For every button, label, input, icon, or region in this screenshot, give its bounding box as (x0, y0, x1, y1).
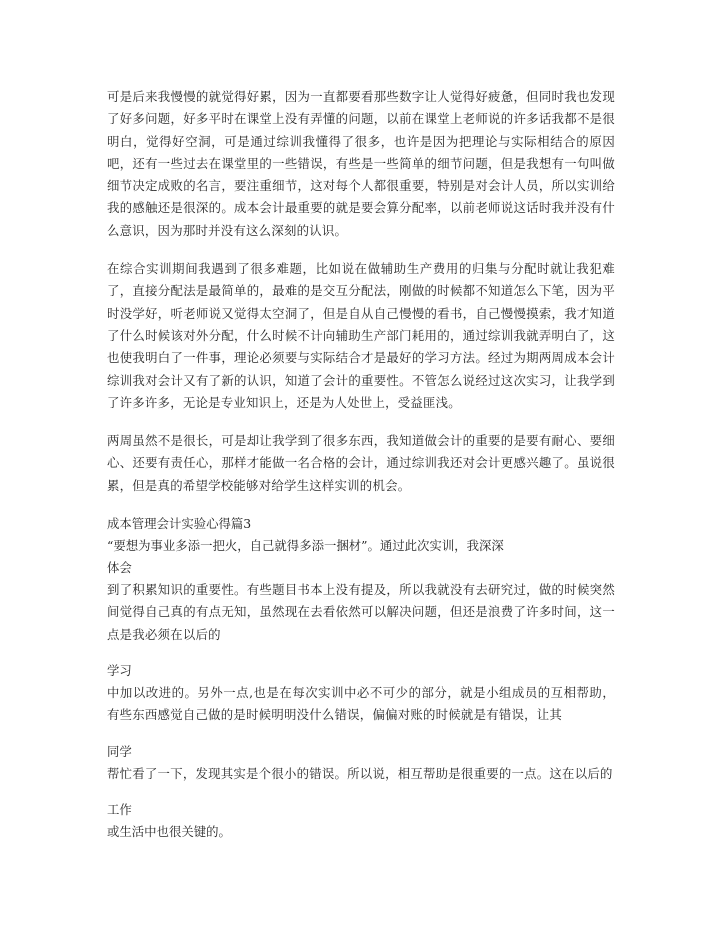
paragraph-4: 到了积累知识的重要性。有些题目书本上没有提及，所以我就没有去研究过，做的时候突然间觉得自己真的有点无知，虽然现在去看依然可以解决问题，但还是浪费了许多时间，这一点是我必须在以后的 (107, 582, 615, 642)
word-tongxue: 同学 (107, 743, 132, 759)
paragraph-3: 两周虽然不是很长，可是却让我学到了很多东西，我知道做会计的重要的是要有耐心、要细心、还要有责任心，那样才能做一名合格的会计，通过综训我还对会计更感兴趣了。虽说很累，但是真的希望学校能够对给学生这样实训的机会。 (107, 433, 615, 493)
paragraph-7: 或生活中也很关键的。 (107, 823, 231, 839)
word-gongzuo: 工作 (107, 801, 132, 817)
paragraph-2: 在综合实训期间我遇到了很多难题，比如说在做辅助生产费用的归集与分配时就让我犯难了，直接分配法是最简单的，最难的是交互分配法，刚做的时候都不知道怎么下笔，因为平时没学好，听老师说又觉得太空洞了，但是自从自己慢慢的看书，自己慢慢摸索，我才知道了什么时候该对外分配，什么时候不计向辅助生产部门耗用的，通过综训我就弄明白了，这也使我明白了一件事，理论必须要与实际结合才是最好的学习方法。经过为期两周成本会计综训我对会计又有了新的认识，知道了会计的重要性。不管怎么说经过这次实习，让我学到了许多许多，无论是专业知识上，还是为人处世上，受益匪浅。 (107, 261, 615, 410)
word-tihui: 体会 (107, 560, 132, 576)
quote-line: “要想为事业多添一把火，自己就得多添一捆材”。通过此次实训，我深深 (107, 538, 504, 554)
paragraph-5: 中加以改进的。另外一点,也是在每次实训中必不可少的部分，就是小组成员的互相帮助，有些东西感觉自己做的是时候明明没什么错误，偏偏对账的时候就是有错误，让其 (107, 684, 615, 723)
word-xuexi: 学习 (107, 662, 132, 678)
paragraph-1: 可是后来我慢慢的就觉得好累，因为一直都要看那些数字让人觉得好疲惫，但同时我也发现了好多问题，好多平时在课堂上没有弄懂的问题，以前在课堂上老师说的许多话我都不是很明白，觉得好空洞，可是通过综训我懂得了很多，也许是因为把理论与实际相结合的原因吧，还有一些过去在课堂里的一些错误，有些是一些简单的细节问题，但是我想有一句叫做细节决定成败的名言，要注重细节，这对每个人都很重要，特别是对会计人员，所以实训给我的感触还是很深的。成本会计最重要的就是要会算分配率，以前老师说这话时我并没有什么意识，因为那时并没有这么深刻的认识。 (107, 89, 615, 238)
paragraph-6: 帮忙看了一下，发现其实是个很小的错误。所以说，相互帮助是很重要的一点。这在以后的 (107, 765, 613, 781)
document-body (107, 86, 615, 843)
section-heading: 成本管理会计实验心得篇3 (107, 516, 252, 532)
